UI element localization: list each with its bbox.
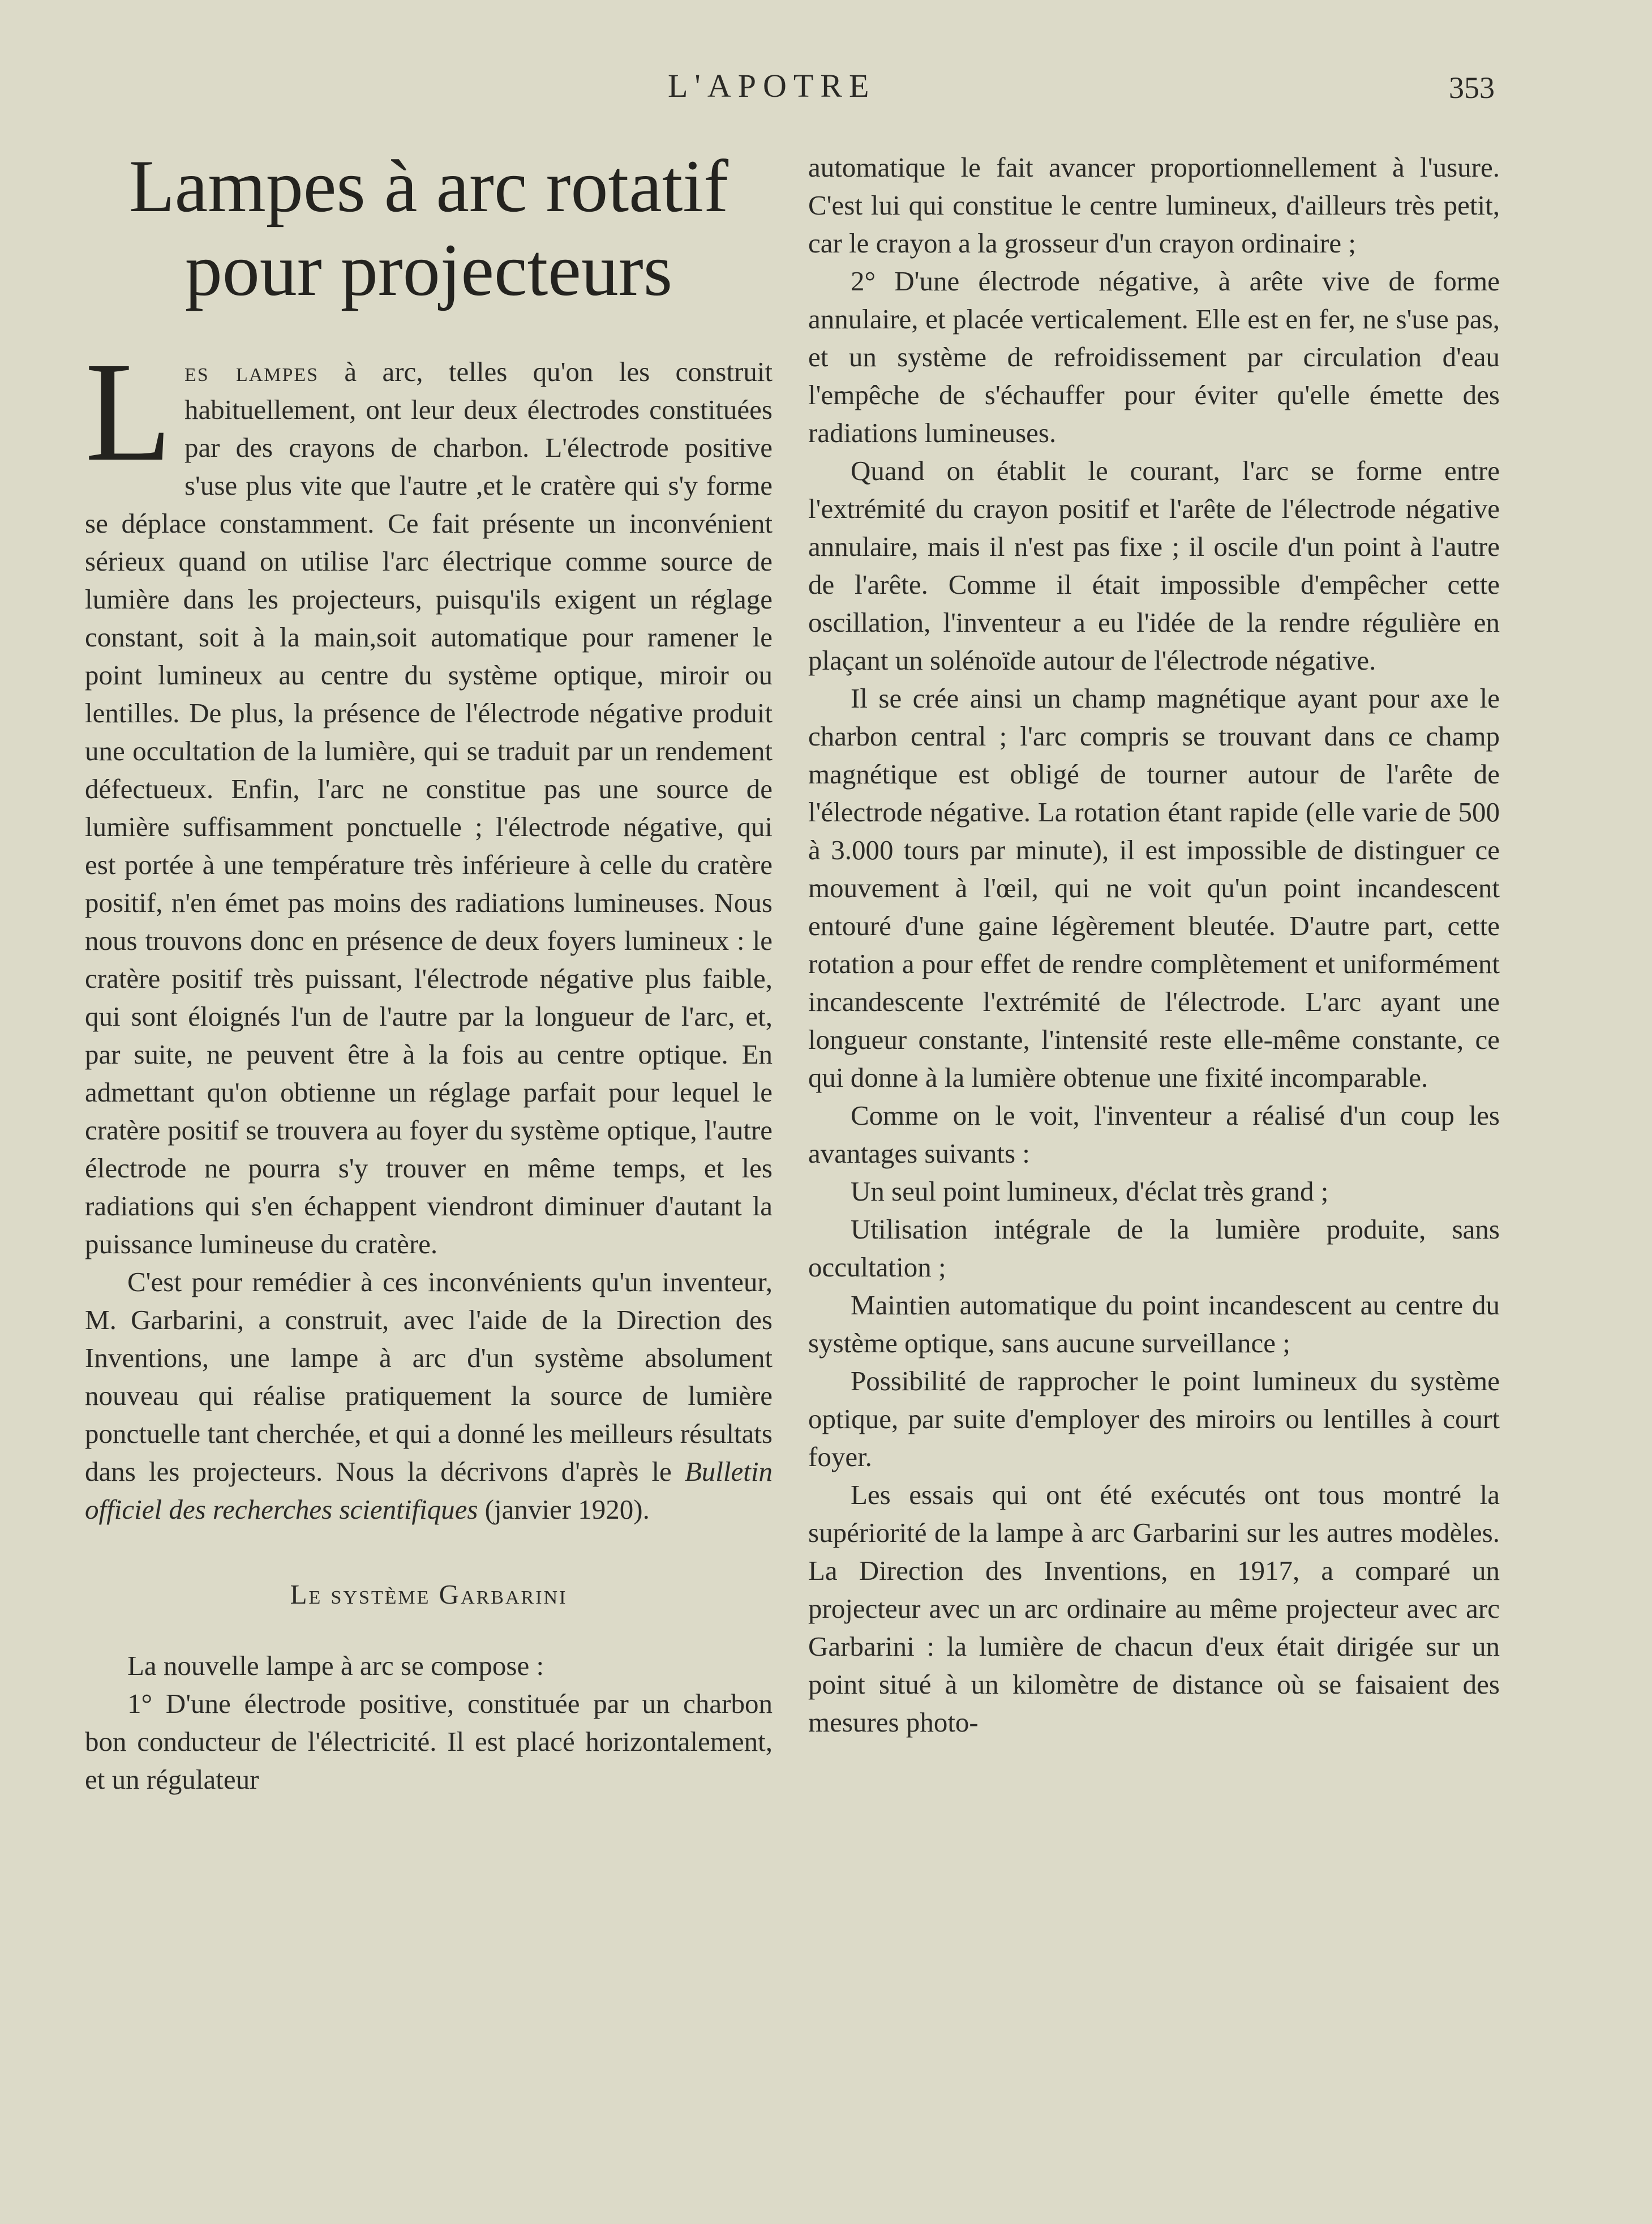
- page-number: 353: [1449, 71, 1495, 105]
- paragraph-garbarini: [85, 1263, 773, 1528]
- paragraph-advantage-2: Utilisation intégrale de la lumière produite, sans occultation ;: [808, 1214, 1500, 1283]
- paragraph-advantage-4: Possibilité de rapprocher le point lumineux du système optique, par suite d'employer des miroirs ou lentilles à court foyer.: [808, 1365, 1500, 1472]
- paragraph-garbarini-end: (janvier 1920).: [478, 1494, 650, 1525]
- paragraph-garbarini-text: C'est pour remédier à ces inconvénients qu'un inventeur, M. Garbarini, a construit, avec l'aide de la Direction des Inventions, une lampe à arc d'un système absolument nouveau qui réalise pratiquement la source de lumière ponctuelle tant cherchée, et qui a donné les meilleurs résultats dans les projecteurs. Nous la décrivons d'après le: [85, 1266, 773, 1487]
- right-column: [808, 148, 1500, 1741]
- paragraph-composition: La nouvelle lampe à arc se compose :: [127, 1650, 544, 1681]
- paragraph-tests: Les essais qui ont été exécutés ont tous montré la supériorité de la lampe à arc Garbarini sur les autres modèles. La Direction des Inventions, en 1917, a comparé un projecteur avec un arc ordinaire au même projecteur avec arc Garbarini : la lumière de chacun d'eux était dirigée sur un point situé à un kilomètre de distance où se faisaient des mesures photo-: [808, 1479, 1500, 1738]
- section-heading: Le système Garbarini: [290, 1579, 568, 1610]
- paragraph-intro: [85, 332, 773, 1263]
- running-title: L'APOTRE: [668, 67, 876, 104]
- paragraph-positive-electrode: 1° D'une électrode positive, constituée par un charbon bon conducteur de l'électricité. Il est placé horizontalement, et un régulateur: [85, 1688, 773, 1795]
- paragraph-advantage-3: Maintien automatique du point incandescent au centre du système optique, sans aucune surveillance ;: [808, 1289, 1500, 1359]
- article-title-line-2: pour projecteurs: [184, 228, 673, 311]
- running-head: [0, 67, 1652, 112]
- right-body: [808, 148, 1500, 1741]
- paragraph-positive-electrode-cont: automatique le fait avancer proportionnellement à l'usure. C'est lui qui constitue le centre lumineux, d'ailleurs très petit, car le crayon a la grosseur d'un crayon ordinaire ;: [808, 152, 1500, 259]
- drop-cap: L: [85, 332, 172, 491]
- paragraph-negative-electrode: 2° D'une électrode négative, à arête vive de forme annulaire, et placée verticalement. Elle est en fer, ne s'use pas, et un système de refroidissement par circulation d'eau l'empêche de s'échauffer pour éviter qu'elle émette des radiations lumineuses.: [808, 265, 1500, 448]
- lead-smallcaps: es lampes: [184, 356, 319, 387]
- paragraph-advantage-1: Un seul point lumineux, d'éclat très grand ;: [851, 1176, 1329, 1207]
- paragraph-intro-text: à arc, telles qu'on les construit habituellement, ont leur deux électrodes constituées par des crayons de charbon. L'électrode positive s'use plus vite que l'autre ,et le cratère qui s'y forme se déplace constamment. Ce fait présente un inconvénient sérieux quand on utilise l'arc électrique comme source de lumière dans les projecteurs, puisqu'ils exigent un réglage constant, soit à la main,soit automatique pour ramener le point lumineux au centre du système optique, miroir ou lentilles. De plus, la présence de l'électrode négative produit une occultation de la lumière, qui se traduit par un rendement défectueux. Enfin, l'arc ne constitue pas une source de lumière suffisamment ponctuelle ; l'électrode négative, qui est portée à une température très inférieure à celle du cratère positif, n'en émet pas moins des radiations lumineuses. Nous nous trouvons donc en présence de deux foyers lumineux : le cratère positif très puissant, l'électrode négative plus faible, qui sont éloignés l'un de l'autre par la longueur de l'arc, et, par suite, ne peuvent être à la fois au centre optique. En admettant qu'on obtienne un réglage parfait pour lequel le cratère positif se trouvera au foyer du système optique, l'autre électrode ne pourra s'y trouver en même temps, et les radiations qui s'en échappent viendront diminuer d'autant la puissance lumineuse du cratère.: [85, 356, 773, 1259]
- paragraph-current: Quand on établit le courant, l'arc se forme entre l'extrémité du crayon positif et l'arête de l'électrode négative annulaire, mais il n'est pas fixe ; il oscile d'un point à l'autre de l'arête. Comme il était impossible d'empêcher cette oscillation, l'inventeur a eu l'idée de la rendre régulière en plaçant un solénoïde autour de l'électrode négative.: [808, 455, 1500, 676]
- paragraph-magnetic-field: Il se crée ainsi un champ magnétique ayant pour axe le charbon central ; l'arc compris se trouvant dans ce champ magnétique est obligé de tourner autour de l'arête de l'électrode négative. La rotation étant rapide (elle varie de 500 à 3.000 tours par minute), il est impossible de distinguer ce mouvement à l'œil, qui ne voit qu'un point incandescent entouré d'une gaine légèrement bleutée. D'autre part, cette rotation a pour effet de rendre complètement et uniformément incandescente l'extrémité de l'électrode. L'arc ayant une longueur constante, l'intensité reste elle-même constante, ce qui donne à la lumière obtenue une fixité incomparable.: [808, 683, 1500, 1093]
- left-body: [85, 332, 773, 1798]
- paragraph-advantages-intro: Comme on le voit, l'inventeur a réalisé d'un coup les avantages suivants :: [808, 1100, 1500, 1169]
- bulletin-title: Bulletin officiel des recherches scientifiques: [85, 1456, 773, 1525]
- left-column: [85, 144, 773, 1798]
- article-title-line-1: Lampes à arc rotatif: [128, 144, 729, 228]
- article-title: [85, 144, 773, 312]
